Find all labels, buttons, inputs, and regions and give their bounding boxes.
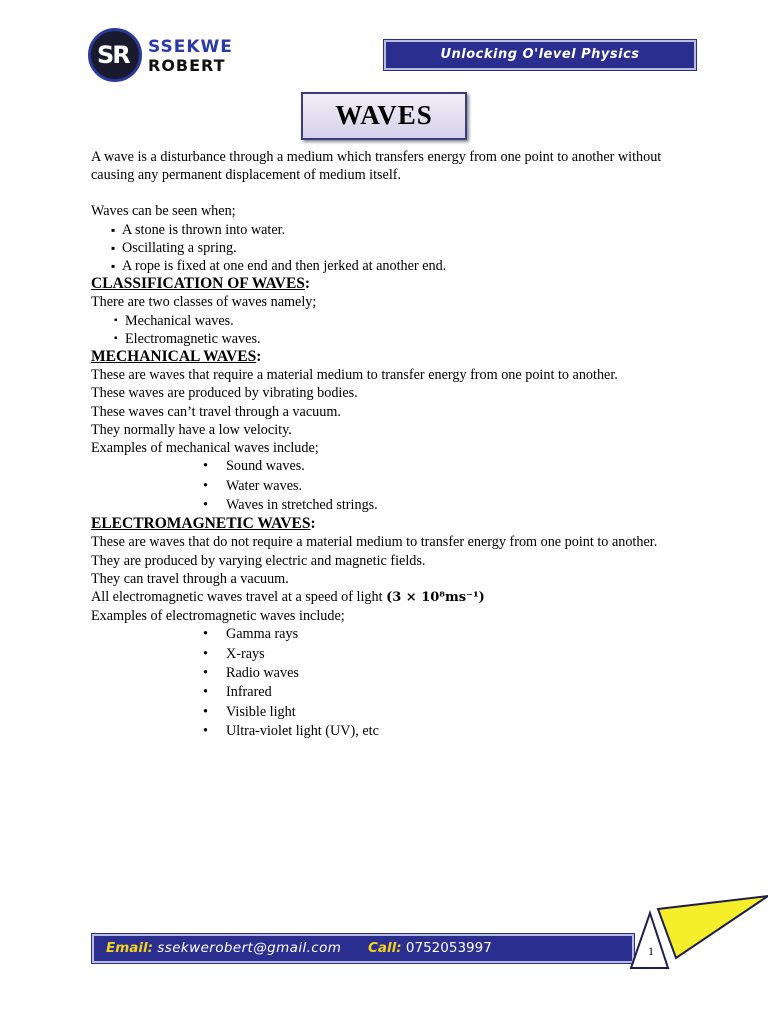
speed-of-light-formula: (3 × 10⁸ms⁻¹) (386, 589, 485, 605)
email-label: Email: (106, 940, 154, 956)
page-title: WAVES (301, 92, 467, 140)
classification-list (91, 312, 691, 348)
call-label: Call: (367, 940, 402, 956)
list-item: • Radio waves (91, 664, 691, 683)
mechanical-heading: MECHANICAL WAVES: (91, 348, 262, 366)
mechanical-line: Examples of mechanical waves include; (91, 440, 319, 457)
electromagnetic-examples (91, 625, 691, 741)
intro-paragraph: A wave is a disturbance through a medium which transfers energy from one point to another without causing any permanent displacement of medium itself. (91, 149, 662, 184)
list-item: • Visible light (91, 703, 691, 722)
list-item: • Ultra-violet light (UV), etc (91, 722, 691, 741)
list-item: • Sound waves. (91, 457, 691, 476)
electromagnetic-line: These are waves that do not require a material medium to transfer energy from one point to another. (91, 534, 658, 551)
seen-when-lead: Waves can be seen when; (91, 203, 236, 220)
list-item: • Gamma rays (91, 625, 691, 644)
logo-name-first: SSEKWE (148, 37, 233, 57)
list-item: ▪ A rope is fixed at one end and then jerked at another end. (91, 257, 691, 275)
classification-heading: CLASSIFICATION OF WAVES: (91, 275, 311, 293)
logo-monogram-icon (88, 28, 142, 82)
electromagnetic-speed-line: All electromagnetic waves travel at a speed of light (3 × 10⁸ms⁻¹) (91, 588, 485, 605)
list-item: ▪ A stone is thrown into water. (91, 221, 691, 239)
electromagnetic-line: Examples of electromagnetic waves include; (91, 608, 345, 625)
mechanical-line: These waves can’t travel through a vacuum. (91, 403, 341, 420)
email-address: ssekwerobert@gmail.com (157, 940, 342, 956)
mechanical-line: They normally have a low velocity. (91, 421, 292, 438)
list-item: ▪ Oscillating a spring. (91, 239, 691, 257)
phone-number: 0752053997 (405, 940, 492, 956)
document-body (91, 148, 691, 741)
contact-footer (92, 934, 634, 963)
electromagnetic-line: They can travel through a vacuum. (91, 570, 289, 587)
classification-lead: There are two classes of waves namely; (91, 294, 317, 311)
list-item: • Water waves. (91, 477, 691, 496)
list-item: • X-rays (91, 645, 691, 664)
seen-when-list (91, 221, 691, 276)
list-item: • Infrared (91, 683, 691, 702)
mechanical-line: These are waves that require a material medium to transfer energy from one point to another. (91, 367, 618, 384)
logo-name-last: ROBERT (148, 56, 226, 75)
mechanical-examples (91, 457, 691, 515)
list-item: • Waves in stretched strings. (91, 496, 691, 515)
mechanical-line: These waves are produced by vibrating bodies. (91, 385, 358, 402)
logo-monogram: SR (97, 41, 129, 69)
page-number: 1 (648, 944, 654, 958)
list-item: ▪ Mechanical waves. (91, 312, 691, 330)
list-item: ▪ Electromagnetic waves. (91, 330, 691, 348)
tagline-banner: Unlocking O'level Physics (384, 40, 696, 70)
electromagnetic-heading: ELECTROMAGNETIC WAVES: (91, 515, 316, 533)
author-logo (88, 28, 233, 84)
electromagnetic-line: They are produced by varying electric and magnetic fields. (91, 552, 426, 569)
